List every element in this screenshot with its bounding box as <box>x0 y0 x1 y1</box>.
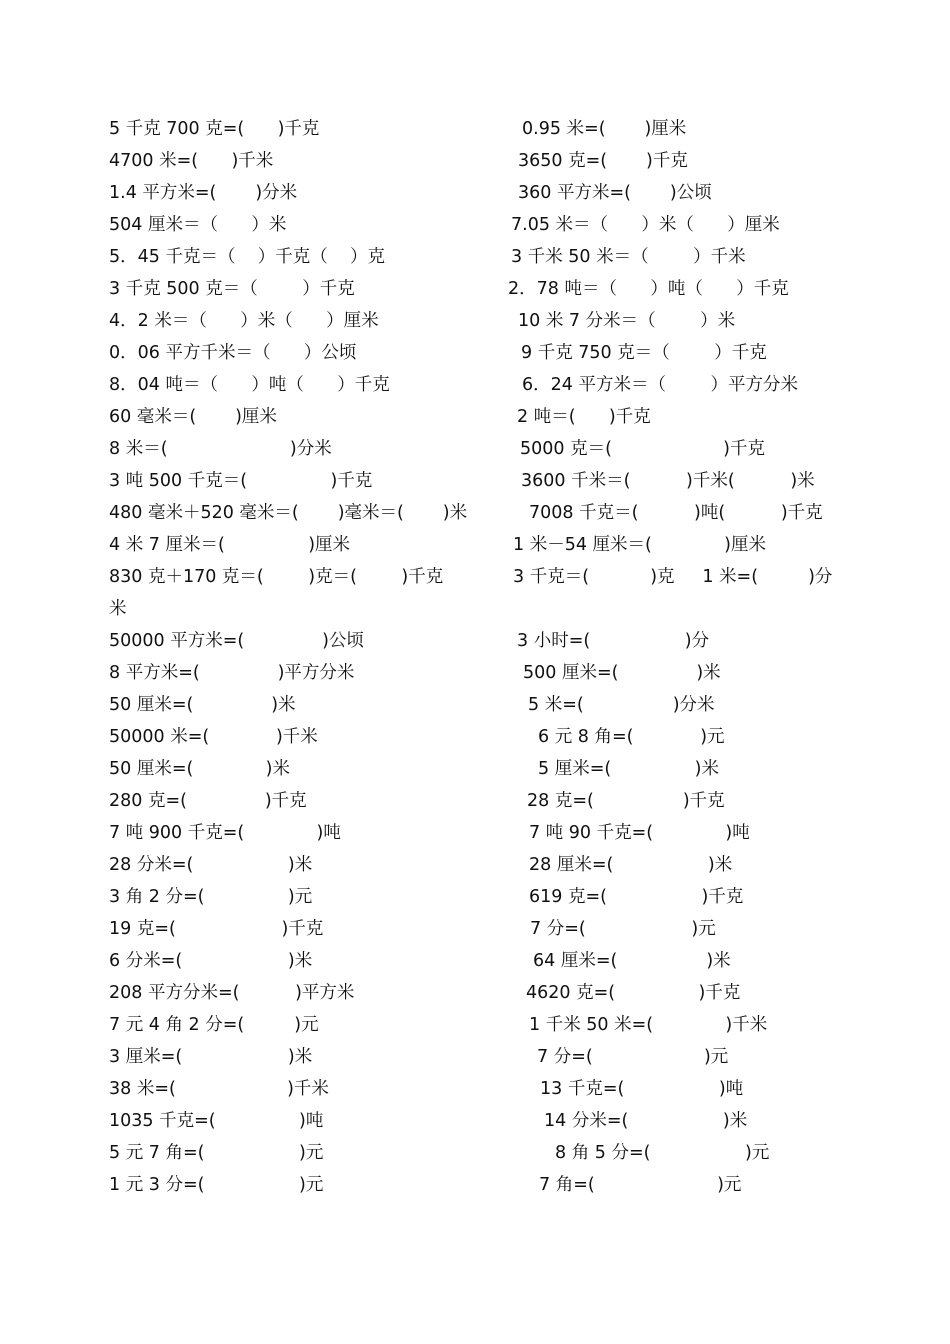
exercise-left-16: 50000 平方米=( )公顷 <box>109 631 364 651</box>
exercise-right-28: 1 千米 50 米=( )千米 <box>529 1015 768 1035</box>
exercise-right-14: 1 米－54 厘米＝( )厘米 <box>513 535 766 555</box>
exercise-left-31: 1035 千克=( )吨 <box>109 1111 324 1131</box>
exercise-left-20: 50 厘米=( )米 <box>109 759 290 779</box>
exercise-right-17: 500 厘米=( )米 <box>523 663 721 683</box>
exercise-right-15: 3 千克＝( )克 1 米=( )分 <box>513 567 833 587</box>
exercise-right-9: 6．24 平方米＝（ ）平方分米 <box>522 375 798 395</box>
exercise-right-6: 2．78 吨＝（ ）吨（ ）千克 <box>508 279 789 299</box>
exercise-left-3: 1.4 平方米=( )分米 <box>109 183 298 203</box>
exercise-right-20: 5 厘米=( )米 <box>538 759 719 779</box>
exercise-right-24: 619 克=( )千克 <box>529 887 744 907</box>
exercise-left-1: 5 千克 700 克=( )千克 <box>109 119 320 139</box>
exercise-left-11: 8 米＝( )分米 <box>109 439 332 459</box>
exercise-right-3: 360 平方米=( )公顷 <box>518 183 712 203</box>
exercise-left-26: 6 分米=( )米 <box>109 951 313 971</box>
exercise-right-32: 8 角 5 分=( )元 <box>555 1143 770 1163</box>
exercise-left-29: 3 厘米=( )米 <box>109 1047 313 1067</box>
exercise-right-30: 13 千克=( )吨 <box>540 1079 744 1099</box>
exercise-left-21: 280 克=( )千克 <box>109 791 307 811</box>
exercise-right-25: 7 分=( )元 <box>530 919 716 939</box>
exercise-left-33: 1 元 3 分=( )元 <box>109 1175 324 1195</box>
exercise-left-17: 8 平方米=( )平方分米 <box>109 663 355 683</box>
wrapped-unit: 米 <box>109 599 127 619</box>
exercise-right-5: 3 千米 50 米＝（ ）千米 <box>511 247 746 267</box>
exercise-right-12: 3600 千米＝( )千米( )米 <box>521 471 815 491</box>
exercise-right-21: 28 克=( )千克 <box>527 791 725 811</box>
exercise-left-6: 3 千克 500 克＝（ ）千克 <box>109 279 355 299</box>
exercise-right-27: 4620 克=( )千克 <box>526 983 741 1003</box>
exercise-right-8: 9 千克 750 克＝（ ）千克 <box>521 343 767 363</box>
exercise-left-28: 7 元 4 角 2 分=( )元 <box>109 1015 319 1035</box>
exercise-right-2: 3650 克=( )千克 <box>518 151 688 171</box>
exercise-left-7: 4．2 米＝（ ）米（ ）厘米 <box>109 311 379 331</box>
exercise-left-9: 8．04 吨＝（ ）吨（ ）千克 <box>109 375 390 395</box>
exercise-right-29: 7 分=( )元 <box>537 1047 729 1067</box>
exercise-left-32: 5 元 7 角=( )元 <box>109 1143 324 1163</box>
exercise-left-19: 50000 米=( )千米 <box>109 727 318 747</box>
exercise-left-27: 208 平方分米=( )平方米 <box>109 983 355 1003</box>
exercise-right-23: 28 厘米=( )米 <box>529 855 733 875</box>
exercise-left-13: 480 毫米＋520 毫米＝( )毫米＝( )米 <box>109 503 468 523</box>
exercise-left-18: 50 厘米=( )米 <box>109 695 296 715</box>
exercise-left-10: 60 毫米＝( )厘米 <box>109 407 277 427</box>
exercise-right-31: 14 分米=( )米 <box>544 1111 748 1131</box>
exercise-left-8: 0．06 平方千米＝（ ）公顷 <box>109 343 357 363</box>
exercise-right-19: 6 元 8 角=( )元 <box>538 727 725 747</box>
exercise-right-33: 7 角=( )元 <box>539 1175 742 1195</box>
exercise-right-10: 2 吨＝( )千克 <box>517 407 651 427</box>
exercise-left-14: 4 米 7 厘米＝( )厘米 <box>109 535 351 555</box>
exercise-right-1: 0.95 米=( )厘米 <box>522 119 687 139</box>
exercise-left-30: 38 米=( )千米 <box>109 1079 329 1099</box>
exercise-left-23: 28 分米=( )米 <box>109 855 313 875</box>
exercise-right-22: 7 吨 90 千克=( )吨 <box>529 823 750 843</box>
exercise-left-12: 3 吨 500 千克＝( )千克 <box>109 471 373 491</box>
exercise-left-25: 19 克=( )千克 <box>109 919 324 939</box>
exercise-left-15: 830 克＋170 克＝( )克＝( )千克 <box>109 567 444 587</box>
exercise-left-22: 7 吨 900 千克=( )吨 <box>109 823 341 843</box>
exercise-right-26: 64 厘米=( )米 <box>533 951 731 971</box>
exercise-left-24: 3 角 2 分=( )元 <box>109 887 313 907</box>
exercise-left-5: 5．45 千克＝（ ）千克（ ）克 <box>109 247 385 267</box>
exercise-left-2: 4700 米=( )千米 <box>109 151 274 171</box>
exercise-right-7: 10 米 7 分米＝（ ）米 <box>518 311 736 331</box>
exercise-right-11: 5000 克＝( )千克 <box>520 439 766 459</box>
exercise-right-16: 3 小时=( )分 <box>517 631 710 651</box>
exercise-right-18: 5 米=( )分米 <box>528 695 715 715</box>
exercise-left-4: 504 厘米＝（ ）米 <box>109 215 287 235</box>
exercise-right-4: 7.05 米＝（ ）米（ ）厘米 <box>511 215 780 235</box>
exercise-right-13: 7008 千克＝( )吨( )千克 <box>529 503 823 523</box>
